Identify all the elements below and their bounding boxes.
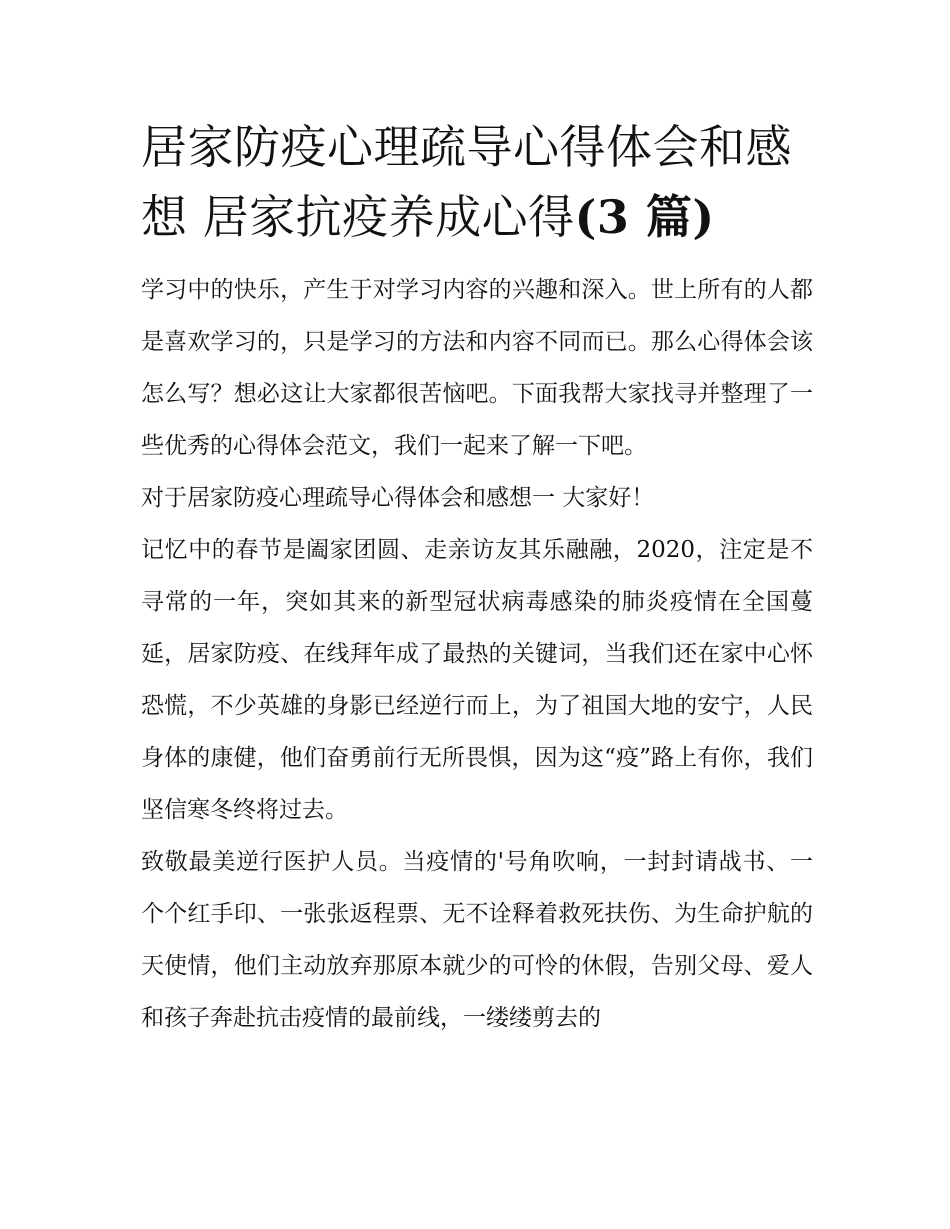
document-page	[141, 112, 813, 1044]
title-count: (3 篇)	[574, 190, 715, 244]
section-heading-paragraph: 对于居家防疫心理疏导心得体会和感想一 大家好！	[141, 485, 655, 511]
body-paragraph: 记忆中的春节是阖家团圆、走亲访友其乐融融，2020，注定是不寻常的一年，突如其来的新型冠状病毒感染的肺炎疫情在全国蔓延，居家防疫、在线拜年成了最热的关键词，当我们还在家中心怀恐慌，不少英雄的身影已经逆行而上，为了祖国大地的安宁，人民身体的康健，他们奋勇前行无所畏惧，因为这“疫”路上有你，我们坚信寒冬终将过去。	[141, 537, 813, 823]
title-text: 居家防疫心理疏导心得体会和感想 居家抗疫养成心得	[141, 120, 792, 244]
intro-paragraph: 学习中的快乐，产生于对学习内容的兴趣和深入。世上所有的人都是喜欢学习的，只是学习的方法和内容不同而已。那么心得体会该怎么写？想必这让大家都很苦恼吧。下面我帮大家找寻并整理了一些优秀的心得体会范文，我们一起来了解一下吧。	[141, 277, 813, 459]
document-title	[141, 112, 813, 252]
body-paragraph: 致敬最美逆行医护人员。当疫情的'号角吹响，一封封请战书、一个个红手印、一张张返程票、无不诠释着救死扶伤、为生命护航的天使情，他们主动放弃那原本就少的可怜的休假，告别父母、爱人和孩子奔赴抗击疫情的最前线，一缕缕剪去的	[141, 849, 813, 1031]
